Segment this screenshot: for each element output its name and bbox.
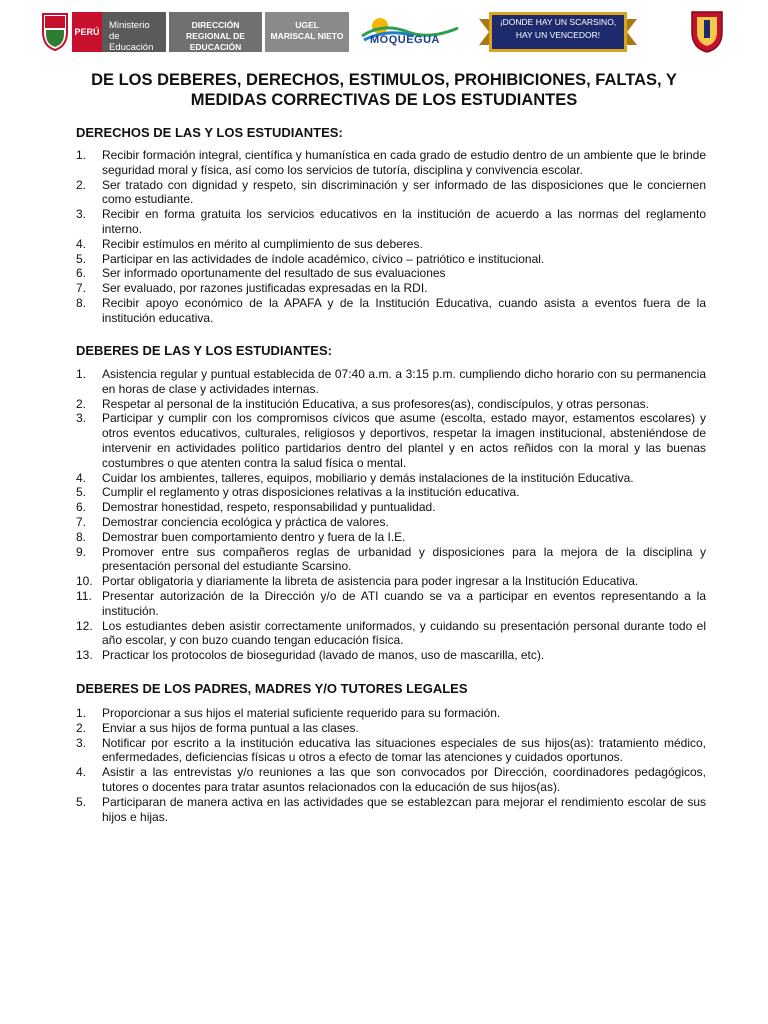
- header-logos: [0, 0, 768, 64]
- list-item: [76, 252, 706, 267]
- list-item: [76, 397, 706, 412]
- list-item-text: Participaran de manera activa en las actividades que se establezcan para mejorar el rendimiento escolar de sus hijos e hijas.: [102, 794, 706, 824]
- list-item-number: 1.: [76, 148, 87, 162]
- list-item-number: 1.: [76, 706, 87, 720]
- list-deberes-padres: [76, 706, 706, 824]
- list-item: [76, 619, 706, 649]
- list-item-text: Demostrar buen comportamiento dentro y fuera de la I.E.: [102, 529, 406, 544]
- list-item-text: Recibir en forma gratuita los servicios educativos en la institución de acuerdo a las normas del reglamento interno.: [102, 207, 706, 236]
- list-item-number: 8.: [76, 295, 87, 310]
- list-item: [76, 795, 706, 825]
- list-item-text: Cuidar los ambientes, talleres, equipos, mobiliario y demás instalaciones de la institución Educativa.: [102, 470, 634, 485]
- motto-text: ¡DONDE HAY UN SCARSINO, HAY UN VENCEDOR!: [499, 17, 617, 40]
- dre-logo: DIRECCIÓN REGIONAL DE EDUCACIÓN MOQUEGUA: [169, 12, 262, 52]
- list-item: [76, 485, 706, 500]
- section-heading-deberes-estudiantes: DEBERES DE LAS Y LOS ESTUDIANTES:: [76, 343, 332, 358]
- list-item: [76, 545, 706, 575]
- list-item-text: Promover entre sus compañeros reglas de urbanidad y disposiciones para la mejora de la disciplina y presentación personal del estudiante Scarsino.: [102, 544, 706, 574]
- list-item: [76, 148, 706, 178]
- list-item: [76, 281, 706, 296]
- list-item-text: Asistencia regular y puntual establecida de 07:40 a.m. a 3:15 p.m. cumpliendo dicho horario con su permanencia en horas de clase y actividades internas.: [102, 367, 706, 396]
- list-item: [76, 411, 706, 470]
- list-item-number: 10.: [76, 574, 93, 589]
- list-item-text: Asistir a las entrevistas y/o reuniones a las que son convocados por Dirección, coordinadores pedagógicos, tutores o docentes para tratar asuntos relacionados con la educación de sus hijos(as).: [102, 765, 706, 794]
- list-item-text: Practicar los protocolos de bioseguridad (lavado de manos, uso de mascarilla, etc).: [102, 648, 545, 663]
- list-item-number: 6.: [76, 266, 87, 281]
- list-derechos: [76, 148, 706, 326]
- list-item-number: 6.: [76, 500, 87, 515]
- list-item: [76, 721, 706, 736]
- list-item-number: 8.: [76, 529, 87, 544]
- list-item-text: Cumplir el reglamento y otras disposiciones relativas a la institución educativa.: [102, 485, 520, 500]
- list-item-text: Participar en las actividades de índole académico, cívico – patriótico e institucional.: [102, 251, 545, 266]
- list-item-number: 1.: [76, 367, 87, 381]
- list-item: [76, 648, 706, 663]
- list-item-number: 12.: [76, 618, 93, 633]
- list-item: [76, 178, 706, 208]
- peru-shield-icon: [40, 10, 70, 52]
- ugel-logo: UGEL MARISCAL NIETO: [265, 12, 349, 52]
- list-item: [76, 574, 706, 589]
- list-item-number: 13.: [76, 648, 93, 663]
- list-item-text: Ser tratado con dignidad y respeto, sin discriminación y ser informado de las disposiciones que le conciernen como estudiante.: [102, 177, 706, 207]
- list-item-text: Recibir apoyo económico de la APAFA y de la Institución Educativa, cuando asista a eventos fuera de la institución educativa.: [102, 295, 706, 325]
- list-item-number: 5.: [76, 251, 87, 266]
- list-item-number: 7.: [76, 514, 87, 529]
- list-item-number: 2.: [76, 396, 87, 411]
- moquegua-logo-icon: [358, 14, 468, 52]
- list-item-number: 4.: [76, 236, 87, 251]
- list-item-text: Los estudiantes deben asistir correctamente uniformados, y cuidando su presentación personal durante todo el año escolar, y con buzo cuando tengan educación física.: [102, 618, 706, 648]
- list-item-text: Notificar por escrito a la institución educativa las situaciones especiales de sus hijos(as): tratamiento médico, enfermedades, deficiencias físicas u otros a efecto de tomar las atenciones y cuidados oportunos.: [102, 735, 706, 765]
- list-item-text: Respetar al personal de la institución Educativa, a sus profesores(as), condiscípulos, y otras personas.: [102, 396, 649, 411]
- list-deberes-estudiantes: [76, 367, 706, 663]
- section-heading-derechos: DERECHOS DE LAS Y LOS ESTUDIANTES:: [76, 125, 343, 140]
- list-item-text: Proporcionar a sus hijos el material suficiente requerido para su formación.: [102, 706, 501, 720]
- list-item-text: Recibir formación integral, científica y humanística en cada grado de estudio dentro de un ambiente que le brinde seguridad moral y física, así como los servicios de tutoría, disciplina y convivencia escolar.: [102, 148, 706, 177]
- list-item-text: Ser evaluado, por razones justificadas expresadas en la RDI.: [102, 281, 428, 296]
- list-item-text: Participar y cumplir con los compromisos cívicos que asume (escolta, estado mayor, estamentos escolares) y otros eventos educativos, culturales, religiosos y deportivos, respetar la imagen institucional, absteniéndose de intervenir en actividades político partidarios dentro del plantel y en actos reñidos con la moral y las buenas costumbres o que atenten contra la salud física o mental.: [102, 411, 706, 470]
- list-item: [76, 765, 706, 795]
- peru-logo: PERÚ: [72, 12, 102, 52]
- list-item-number: 3.: [76, 735, 87, 750]
- list-item-text: Portar obligatoria y diariamente la libreta de asistencia para poder ingresar a la Institución Educativa.: [102, 574, 639, 589]
- list-item: [76, 367, 706, 397]
- list-item-number: 11.: [76, 588, 92, 603]
- list-item: [76, 706, 706, 721]
- list-item-number: 7.: [76, 281, 87, 296]
- list-item: [76, 736, 706, 766]
- list-item-number: 2.: [76, 177, 87, 192]
- list-item-text: Enviar a sus hijos de forma puntual a las clases.: [102, 720, 359, 735]
- list-item: [76, 500, 706, 515]
- list-item-text: Presentar autorización de la Dirección y/o de ATI cuando se va a participar en eventos representando a la institución.: [102, 588, 706, 618]
- list-item-number: 5.: [76, 794, 87, 809]
- list-item-number: 9.: [76, 544, 87, 559]
- list-item-text: Ser informado oportunamente del resultado de sus evaluaciones: [102, 266, 446, 281]
- list-item-number: 3.: [76, 411, 87, 426]
- list-item-number: 5.: [76, 485, 87, 500]
- list-item-number: 2.: [76, 720, 87, 735]
- ministry-logo: Ministerio de Educación: [102, 12, 166, 52]
- list-item-number: 4.: [76, 470, 87, 485]
- list-item: [76, 266, 706, 281]
- list-item-number: 4.: [76, 765, 87, 780]
- list-item-text: Recibir estímulos en mérito al cumplimiento de sus deberes.: [102, 236, 423, 251]
- list-item: [76, 471, 706, 486]
- list-item: [76, 296, 706, 326]
- moquegua-label: MOQUEGUA: [370, 34, 440, 46]
- list-item: [76, 237, 706, 252]
- list-item-number: 3.: [76, 207, 87, 222]
- section-heading-deberes-padres: DEBERES DE LOS PADRES, MADRES Y/O TUTORES LEGALES: [76, 681, 468, 696]
- list-item: [76, 530, 706, 545]
- school-crest-icon: [690, 8, 724, 54]
- list-item: [76, 515, 706, 530]
- document-title: DE LOS DEBERES, DERECHOS, ESTIMULOS, PROHIBICIONES, FALTAS, Y MEDIDAS CORRECTIVAS DE LOS ESTUDIANTES: [91, 71, 677, 109]
- list-item: [76, 589, 706, 619]
- list-item-text: Demostrar conciencia ecológica y práctica de valores.: [102, 514, 389, 529]
- list-item: [76, 207, 706, 237]
- list-item-text: Demostrar honestidad, respeto, responsabilidad y puntualidad.: [102, 500, 436, 515]
